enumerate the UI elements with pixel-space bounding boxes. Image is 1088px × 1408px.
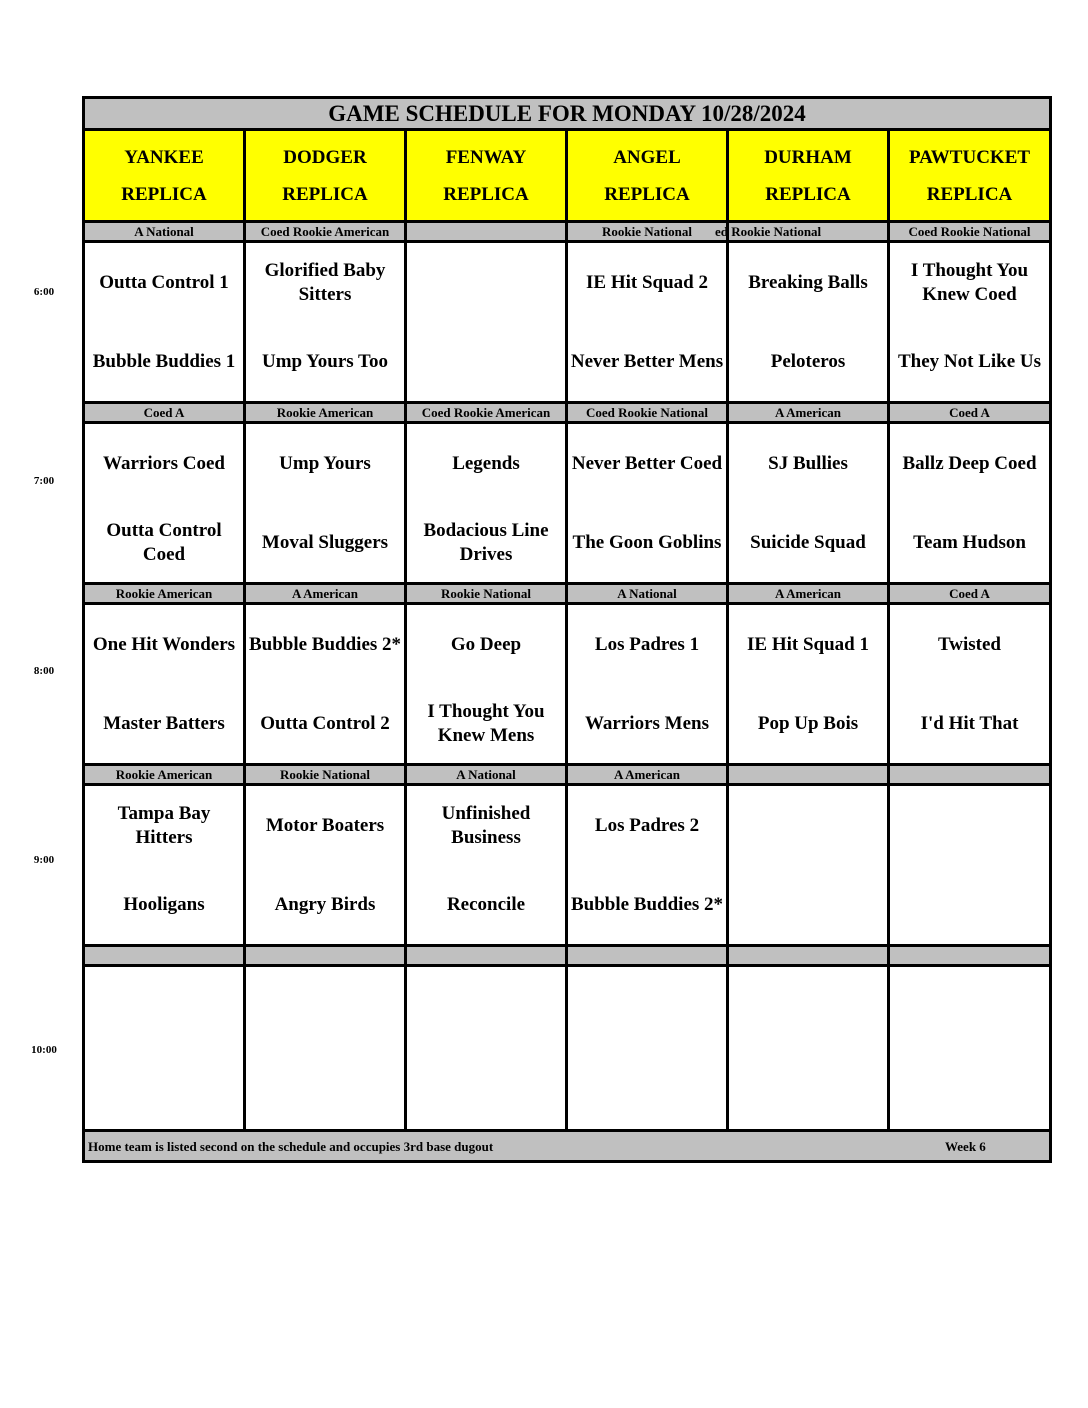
division-label: Coed A (84, 403, 245, 423)
away-team: Bubble Buddies 2* (248, 633, 402, 655)
division-label: A National (84, 222, 245, 242)
time-label: 6:00 (33, 286, 55, 298)
game-cell (406, 423, 567, 584)
division-label (728, 946, 889, 966)
schedule-table (82, 96, 1052, 1163)
away-team: Legends (452, 452, 520, 474)
games-row (84, 604, 1051, 765)
division-label (406, 946, 567, 966)
division-label: A National (567, 584, 728, 604)
away-team: Never Better Coed (571, 452, 723, 474)
division-label (406, 222, 567, 242)
division-row (84, 584, 1051, 604)
home-team (407, 322, 565, 401)
away-team (407, 969, 565, 1048)
game-cell (406, 785, 567, 946)
footer-note: Home team is listed second on the schedule and occupies 3rd base dugout (88, 1139, 494, 1154)
footer (84, 1131, 1051, 1162)
away-team: Go Deep (450, 633, 522, 655)
home-team (246, 1048, 404, 1127)
division-label: A National (406, 765, 567, 785)
home-team: Warriors Mens (584, 712, 709, 734)
away-team: Ump Yours (279, 452, 371, 474)
away-team: Glorified Baby Sitters (264, 259, 386, 305)
home-team (568, 1048, 726, 1127)
game-cell (84, 242, 245, 403)
field-header: ANGEL REPLICA (567, 130, 728, 222)
away-team: Ballz Deep Coed (902, 452, 1037, 474)
away-team: Twisted (938, 633, 1001, 655)
game-cell (567, 785, 728, 946)
away-team: SJ Bullies (768, 452, 848, 474)
division-label: A American (728, 584, 889, 604)
away-team: Motor Boaters (265, 814, 385, 836)
away-team (568, 969, 726, 1048)
game-cell (889, 242, 1051, 403)
field-header: FENWAY REPLICA (406, 130, 567, 222)
home-team: The Goon Goblins (572, 531, 722, 553)
home-team: Pop Up Bois (757, 712, 859, 734)
game-cell (245, 966, 406, 1131)
time-label: 10:00 (31, 1044, 57, 1056)
division-label (567, 946, 728, 966)
game-cell (567, 423, 728, 584)
home-team: Peloteros (770, 350, 846, 372)
game-cell (567, 966, 728, 1131)
game-cell (567, 604, 728, 765)
time-label: 9:00 (33, 854, 55, 866)
game-cell (84, 966, 245, 1131)
division-row (84, 403, 1051, 423)
week-label: Week 6 (945, 1139, 986, 1154)
away-team: IE Hit Squad 1 (747, 633, 869, 655)
games-row (84, 785, 1051, 946)
home-team: Moval Sluggers (261, 531, 389, 553)
division-row (84, 765, 1051, 785)
away-team: Los Padres 1 (594, 633, 700, 655)
home-team (890, 865, 1049, 944)
division-label: Rookie National (406, 584, 567, 604)
away-team (890, 786, 1049, 865)
game-cell (728, 242, 889, 403)
game-cell (728, 423, 889, 584)
game-cell (406, 242, 567, 403)
field-header-row (84, 130, 1051, 222)
home-team: They Not Like Us (897, 350, 1042, 372)
game-cell (728, 785, 889, 946)
game-cell (728, 966, 889, 1131)
division-label: ed Rookie National (728, 222, 889, 242)
division-label: Coed Rookie National (567, 403, 728, 423)
field-header: YANKEE REPLICA (84, 130, 245, 222)
games-row (84, 242, 1051, 403)
field-header: DODGER REPLICA (245, 130, 406, 222)
home-team (85, 1048, 243, 1127)
home-team: Angry Birds (274, 893, 376, 915)
home-team: Bubble Buddies 2* (570, 893, 724, 915)
game-cell (245, 242, 406, 403)
division-label: Coed A (889, 584, 1051, 604)
division-label (889, 765, 1051, 785)
division-label: A American (567, 765, 728, 785)
game-cell (406, 604, 567, 765)
home-team: Master Batters (103, 712, 225, 734)
division-label: Rookie American (245, 403, 406, 423)
home-team (407, 1048, 565, 1127)
division-label (728, 765, 889, 785)
time-label: 8:00 (33, 665, 55, 677)
games-row (84, 423, 1051, 584)
home-team: Reconcile (446, 893, 526, 915)
game-cell (889, 966, 1051, 1131)
game-cell (889, 423, 1051, 584)
division-label: Rookie National (567, 222, 728, 242)
field-header: DURHAM REPLICA (728, 130, 889, 222)
game-cell (567, 242, 728, 403)
away-team (890, 969, 1049, 1048)
game-cell (406, 966, 567, 1131)
away-team: IE Hit Squad 2 (586, 271, 708, 293)
division-label: A American (728, 403, 889, 423)
division-row (84, 946, 1051, 966)
game-cell (245, 423, 406, 584)
game-cell (245, 785, 406, 946)
division-row (84, 222, 1051, 242)
away-team (729, 969, 887, 1048)
game-cell (84, 785, 245, 946)
title-row (84, 98, 1051, 130)
home-team: Never Better Mens (570, 350, 724, 372)
time-label: 7:00 (33, 475, 55, 487)
away-team: Breaking Balls (748, 271, 868, 293)
division-label: Coed Rookie American (406, 403, 567, 423)
home-team (729, 1048, 887, 1127)
home-team: I'd Hit That (920, 712, 1019, 734)
home-team: I Thought You Knew Mens (427, 700, 545, 746)
game-cell (84, 604, 245, 765)
home-team: Outta Control Coed (106, 519, 222, 565)
away-team (729, 786, 887, 865)
game-cell (245, 604, 406, 765)
home-team: Team Hudson (913, 531, 1026, 553)
division-label (84, 946, 245, 966)
games-row (84, 966, 1051, 1131)
home-team: Bodacious Line Drives (423, 519, 549, 565)
division-label (889, 946, 1051, 966)
field-header: PAWTUCKET REPLICA (889, 130, 1051, 222)
home-team: Bubble Buddies 1 (92, 350, 236, 372)
home-team: Outta Control 2 (260, 712, 390, 734)
division-label: Coed A (889, 403, 1051, 423)
schedule-title: GAME SCHEDULE FOR MONDAY 10/28/2024 (84, 98, 1051, 130)
game-cell (889, 604, 1051, 765)
home-team (729, 865, 887, 944)
footer-row (84, 1131, 1051, 1162)
division-label: A American (245, 584, 406, 604)
home-team: Ump Yours Too (261, 350, 388, 372)
division-label (245, 946, 406, 966)
away-team: Warriors Coed (103, 452, 225, 474)
home-team: Suicide Squad (750, 531, 866, 553)
away-team: Los Padres 2 (594, 814, 700, 836)
away-team (407, 243, 565, 322)
division-label: Rookie National (245, 765, 406, 785)
away-team: Unfinished Business (441, 802, 531, 848)
game-cell (889, 785, 1051, 946)
away-team: Tampa Bay Hitters (117, 802, 211, 848)
division-label: Coed Rookie National (889, 222, 1051, 242)
division-label: Rookie American (84, 584, 245, 604)
away-team: Outta Control 1 (99, 271, 229, 293)
division-label: Coed Rookie American (245, 222, 406, 242)
home-team (890, 1048, 1049, 1127)
away-team (246, 969, 404, 1048)
home-team: Hooligans (123, 893, 205, 915)
away-team (85, 969, 243, 1048)
away-team: One Hit Wonders (92, 633, 236, 655)
game-cell (84, 423, 245, 584)
away-team: I Thought You Knew Coed (910, 259, 1029, 305)
game-cell (728, 604, 889, 765)
division-label: Rookie American (84, 765, 245, 785)
